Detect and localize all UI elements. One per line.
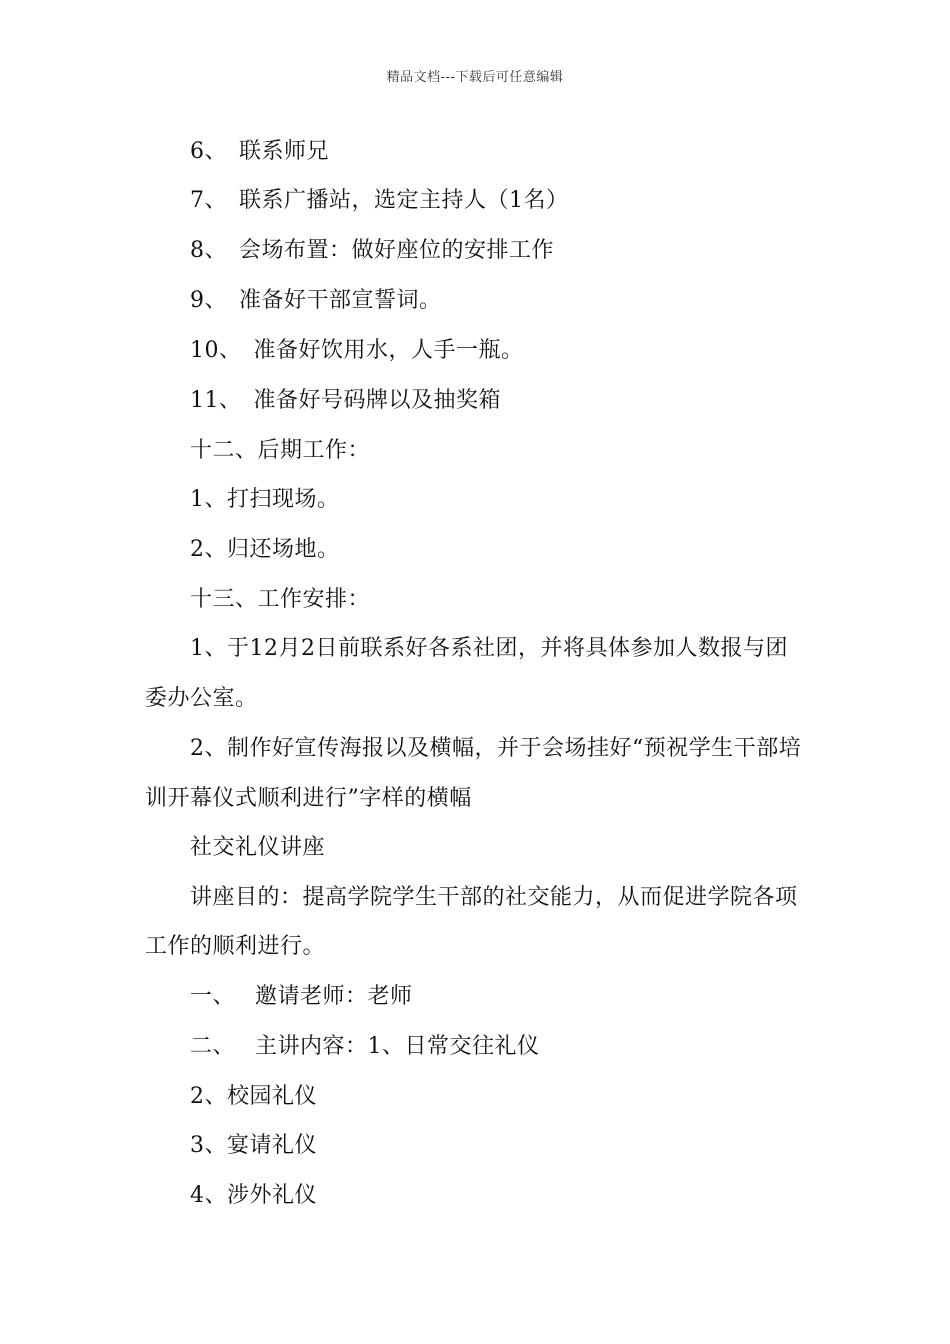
paragraph-line: 讲座目的：提高学院学生干部的社交能力，从而促进学院各项 (190, 885, 798, 910)
list-item (190, 336, 524, 366)
item-number: 二、 (190, 1034, 236, 1059)
item-number: 7、 (190, 188, 227, 213)
list-item (190, 137, 329, 167)
item-text: 会场布置：做好座位的安排工作 (239, 238, 555, 263)
item-text: 准备好号码牌以及抽奖箱 (253, 388, 502, 413)
item-text: 准备好干部宣誓词。 (239, 288, 442, 313)
list-item (190, 982, 413, 1012)
paragraph-line: 1、于12月2日前联系好各系社团，并将具体参加人数报与团 (190, 636, 788, 661)
list-item (190, 286, 442, 316)
item-text: 联系广播站，选定主持人（1名） (239, 188, 569, 213)
list-item (190, 186, 569, 216)
page-header: 精品文档---下载后可任意编辑 (386, 70, 564, 85)
item-text: 邀请老师：老师 (255, 984, 413, 1009)
item-number: 6、 (190, 139, 227, 164)
list-item: 3、宴请礼仪 (190, 1133, 317, 1158)
item-text: 联系师兄 (239, 139, 330, 164)
list-item (190, 236, 554, 266)
item-text: 主讲内容：1、日常交往礼仪 (255, 1034, 540, 1059)
item-number: 8、 (190, 238, 227, 263)
item-number: 一、 (190, 984, 236, 1009)
section-heading: 十二、后期工作： (190, 438, 371, 463)
item-number: 10、 (190, 338, 242, 363)
item-number: 9、 (190, 288, 227, 313)
section-heading: 十三、工作安排： (190, 587, 371, 612)
paragraph-line: 训开幕仪式顺利进行”字样的横幅 (145, 786, 472, 811)
list-item: 2、校园礼仪 (190, 1084, 317, 1109)
list-item: 1、打扫现场。 (190, 487, 340, 512)
item-number: 11、 (190, 388, 242, 413)
list-item: 4、涉外礼仪 (190, 1183, 317, 1208)
list-item (190, 386, 501, 416)
paragraph-line: 委办公室。 (145, 686, 258, 711)
paragraph-line: 工作的顺利进行。 (145, 934, 326, 959)
section-title: 社交礼仪讲座 (190, 835, 326, 860)
list-item: 2、归还场地。 (190, 537, 340, 562)
item-text: 准备好饮用水，人手一瓶。 (253, 338, 524, 363)
paragraph-line: 2、制作好宣传海报以及横幅，并于会场挂好“预祝学生干部培 (190, 736, 802, 761)
list-item (190, 1032, 540, 1062)
